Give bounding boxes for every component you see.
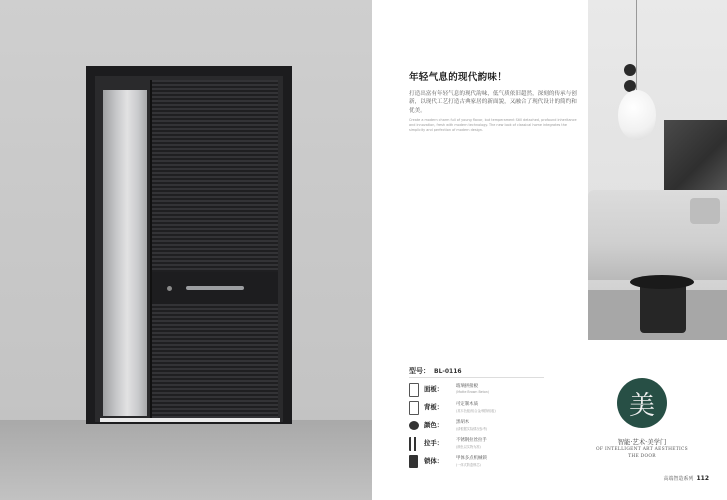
footer-label: 高端智造系列 <box>663 476 694 482</box>
spec-note: (请根据实际情况参考) <box>456 427 488 431</box>
lock-icon <box>409 455 418 468</box>
spec-value: 可定制木质 <box>456 402 478 407</box>
spec-label: 颜色： <box>424 421 444 429</box>
page-number: 112 <box>696 475 709 482</box>
description-en: Create a modern charm full of young flavor, but temperament Still detached, profound inheritance and innovation, fresh with modern technology. The new look of classical home integrates the simplicity and perfection of modern design. <box>409 118 577 133</box>
palette-icon <box>409 421 419 430</box>
model-number <box>409 366 462 376</box>
pillow <box>690 198 720 224</box>
spec-note: (其木色板/铝合金/铜饰铝板) <box>456 409 496 413</box>
spec-value: 玻璃拼接板 <box>456 384 478 389</box>
spec-row-color <box>409 417 549 435</box>
spec-note: (一体式防盗锁芯) <box>456 463 481 467</box>
spec-label: 背板： <box>424 403 444 411</box>
brand-logo <box>617 378 667 428</box>
spec-row-lock <box>409 453 549 471</box>
door-threshold <box>100 418 280 422</box>
brand-slogan-en: OF INTELLIGENT ART AESTHETICS <box>596 447 688 452</box>
keyhole-icon <box>167 286 172 291</box>
door-panel-icon <box>409 383 419 397</box>
spec-value: 黑胡木 <box>456 420 470 425</box>
spec-value: 不锈钢拉丝拉手 <box>456 438 487 443</box>
brand-slogan-cn: 智能·艺术·美学门 <box>617 438 667 446</box>
spec-row-handle <box>409 435 549 453</box>
brand-slogan-en-2: THE DOOR <box>628 454 656 459</box>
logo-character: 美 <box>628 390 655 421</box>
spec-note: (颜色以实物为准) <box>456 445 481 449</box>
spec-label: 锁体： <box>424 457 444 465</box>
side-glass-panel <box>103 90 147 416</box>
spec-row-back-panel <box>409 399 549 417</box>
spec-label: 面板： <box>424 385 444 393</box>
pendant-lamp <box>618 90 656 140</box>
description-cn: 打造出富有年轻气息的现代韵味，低气质依旧超然，深刻的传承与创新，以现代工艺打造古典家居的新面貌，又融合了现代设计的简约和优美。 <box>409 91 577 114</box>
divider <box>409 377 544 378</box>
page-footer <box>663 475 709 482</box>
spec-note: (Matte Brown Beton) <box>456 390 490 394</box>
wall-painting <box>664 120 727 190</box>
page-title: 年轻气息的现代韵味！ <box>409 72 508 83</box>
moon-phase-icon <box>624 64 636 76</box>
spec-label: 拉手： <box>424 439 444 447</box>
spec-row-panel <box>409 381 549 399</box>
floor <box>0 420 372 500</box>
lamp-cord <box>636 0 637 92</box>
model-value: BL-0116 <box>434 368 462 375</box>
main-door-leaf <box>150 80 278 418</box>
coffee-table-base <box>640 285 686 333</box>
model-label: 型号： <box>409 367 430 375</box>
coffee-table-top <box>630 275 694 289</box>
door-handle <box>186 286 244 290</box>
handle-icon <box>409 437 417 451</box>
back-panel-icon <box>409 401 419 415</box>
spec-value: 甲体多点机械锁 <box>456 456 487 461</box>
